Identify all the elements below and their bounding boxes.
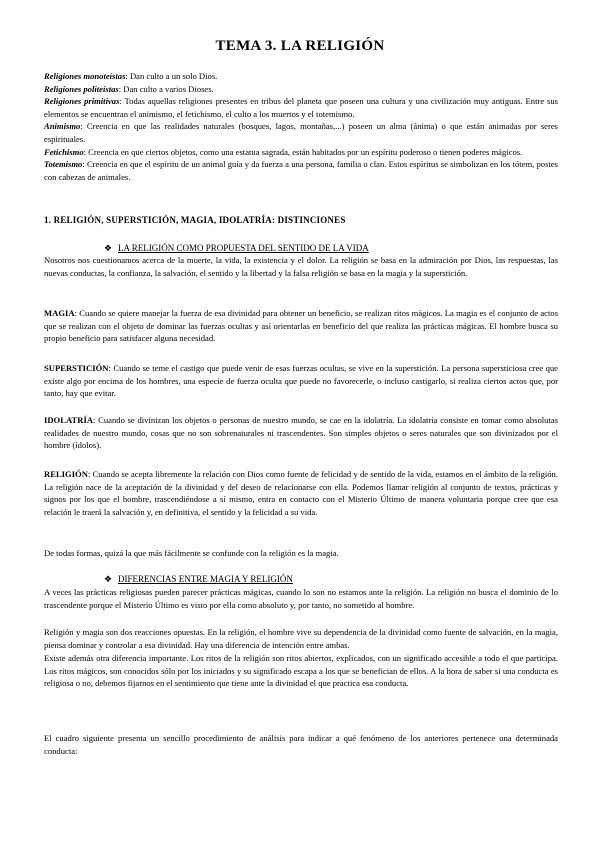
concept-term: RELIGIÓN (44, 469, 88, 479)
definition-item (44, 120, 558, 145)
definition-term: Animismo (44, 121, 81, 132)
definition-item (44, 70, 558, 83)
intro-paragraph: Nosotros nos cuestionamos acerca de la muerte, la vida, la existencia y el dolor. La religión se basa en la admiración por Dios, las respuestas, las nuevas conductas, la confianza, la salvación, el sentido y la libertad y la falsa religión se basa en la magia y la superstición. (44, 255, 558, 278)
concept-term: SUPERSTICIÓN (44, 363, 109, 373)
concept-text: : Cuando se teme el castigo que puede venir de esas fuerzas ocultas, se vive en la superstición. La persona supersticiosa cree que existe algo por encima de los hombres, una especie de fuerza oculta que puede no favorecerle, o incluso castigarlo, si realiza ciertos actos que, por tanto, hay que evitar. (44, 363, 558, 399)
definition-term: Religiones primitivas (44, 96, 120, 107)
definition-term: Religiones politeístas (44, 83, 119, 94)
subsection-label: LA RELIGIÓN COMO PROPUESTA DEL SENTIDO DE LA VIDA (118, 243, 369, 253)
paragraph: El cuadro siguiente presenta un sencillo procedimiento de análisis para indicar a qué fenómeno de los anteriores pertenece una determinada conducta: (44, 733, 558, 756)
definition-text: : Creencia en que el espíritu de un animal guía y da fuerza a una persona, familia o clan. Estos espíritus se simbolizan en los tótem, postes con cabezas de animales. (44, 159, 558, 182)
concept-text: : Cuando se quiere manejar la fuerza de esa divinidad para obtener un beneficio, se realizan ritos mágicos. La magia es el conjunto de actos que se realizan con el objeto de dominar las fuerzas ocultas y así orientarlas en beneficio del que realiza las prácticas mágicas. El hombre busca su propio beneficio para satisfacer alguna necesidad. (44, 308, 558, 344)
subsection-heading (44, 242, 600, 255)
definition-text: : Todas aquellas religiones presentes en tribus del planeta que poseen una cultura y una civilización muy antiguas. Entre sus elementos se encuentran el animismo, el fetichismo, el culto a los muertos y el totemismo. (44, 96, 558, 119)
definition-text: : Creencia en que las realidades naturales (bosques, lagos, montañas,...) poseen un alma (ánima) o que están animadas por seres espirituales. (44, 121, 558, 144)
concept-term: MAGIA (44, 308, 75, 318)
definition-text: : Dan culto a varios Dioses. (118, 83, 214, 94)
paragraph: A veces las prácticas religiosas pueden parecer prácticas mágicas, cuando lo son no estamos ante la religión. La religión no busca el dominio de lo trascendente porque el Misterio Último es visto por ella como absoluto y, por tanto, no sometido al hombre. (44, 587, 558, 610)
diamond-bullet-icon: ❖ (104, 574, 113, 584)
closing-paragraph: De todas formas, quizá la que más fácilmente se confunde con la religión es la magia. (44, 548, 339, 558)
definitions-block (44, 70, 558, 183)
subsection-heading (44, 573, 600, 586)
definition-item (44, 146, 558, 159)
definition-item (44, 95, 558, 120)
concept-paragraph-supersticion (44, 362, 558, 400)
concept-paragraph-magia (44, 307, 558, 345)
concept-paragraph-idolatria (44, 414, 558, 452)
paragraph: Religión y magia son dos reacciones opuestas. En la religión, el hombre vive su dependencia de la divinidad como fuente de salvación, en la magia, piensa dominar y controlar a esa divinidad. Hay una diferencia de intención entre ambas. (44, 627, 558, 650)
definition-text: : Creencia en que ciertos objetos, como una estatua sagrada, están habitados por un espíritu poderoso o tienen poderes mágicos. (83, 146, 523, 157)
definition-term: Religiones monoteístas (44, 71, 126, 81)
concept-term: IDOLATRÍA (44, 415, 94, 425)
concept-text: : Cuando se acepta libremente la relación con Dios como fuente de felicidad y de sentido de la vida, estamos en el ámbito de la religión. La religión nace de la aceptación de la divinidad y del deseo de relacionarse con ella. Podemos llamar religión al conjunto de textos, prácticas y signos por los que el hombre, trascendiéndose a sí mismo, entra en contacto con el Misterio Último de manera voluntaria porque cree que esa relación le traerá la salvación y, en definitiva, el sentido y la felicidad a su vida. (44, 469, 558, 517)
page-title: TEMA 3. LA RELIGIÓN (215, 38, 385, 54)
diamond-bullet-icon: ❖ (104, 243, 113, 253)
definition-text: : Dan culto a un solo Dios. (125, 71, 218, 81)
section-heading: 1. RELIGIÓN, SUPERSTICIÓN, MAGIA, IDOLATRÍA: DISTINCIONES (44, 215, 346, 225)
definition-item (44, 158, 558, 183)
subsection-label: DIFERENCIAS ENTRE MAGIA Y RELIGIÓN (118, 574, 293, 584)
concept-text: : Cuando se divinizan los objetos o personas de nuestro mundo, se cae en la idolatría. La idolatría consiste en tomar como absolutas realidades de nuestro mundo, cosas que no son sobrenaturales ni trascendentes. Son simples objetos o seres naturales que son divinizados por el hombre (ídolos). (44, 415, 558, 451)
paragraph: Existe además otra diferencia importante. Los ritos de la religión son ritos abiertos, explicados, con un significado accesible a todo el que participa. Los ritos mágicos, son conocidos sólo por los iniciados y su significado escapa a los que se benefician de ellos. A la hora de saber si una conducta es religiosa o no, debemos fijarnos en el sentimiento que tiene ante la divinidad el que practica esa conducta. (44, 653, 558, 689)
definition-item (44, 83, 558, 96)
definition-term: Totemismo (44, 159, 83, 170)
concept-paragraph-religion (44, 468, 558, 518)
definition-term: Fetichismo (44, 146, 84, 157)
